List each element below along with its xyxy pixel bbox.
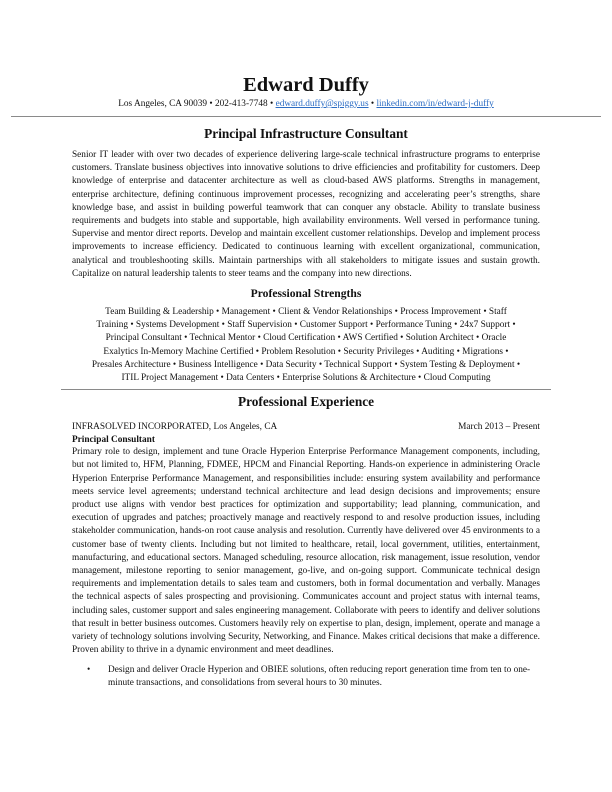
achievement-list [72, 664, 540, 690]
separator: • [368, 99, 377, 109]
strengths-heading: Professional Strengths [250, 287, 362, 301]
strengths-line: Exalytics In-Memory Machine Certified • Problem Resolution • Security Privileges • Auditing • Migrations • [103, 346, 509, 357]
strengths-line: ITIL Project Management • Data Centers • Enterprise Solutions & Architecture • Cloud Computing [121, 373, 491, 384]
job-header [72, 421, 540, 434]
job-title: Principal Consultant [72, 435, 155, 446]
job-entry [72, 421, 540, 689]
email-link[interactable]: edward.duffy@spiggy.us [275, 99, 369, 109]
achievement-item [72, 664, 540, 690]
job-description: Primary role to design, implement and tune Oracle Hyperion Enterprise Performance Management components, including, but not limited to, HFM, Planning, FDMEE, HPCM and Financial Reporting. Hands-on experience in administering Oracle Hyperion Enterprise Performance Management, and responsibilities include: ensuring system availability and performance meets service level agreements; understand technical architecture and lead design decisions and improvements; ensure product use aligns with vendor best practices for optimization and supportability; lead planning, communication, and execution of upgrades and patches; proactively manage and reactively respond to and resolve production issues, including stakeholder communication, hands-on root cause analysis and resolution. Currently have delivered over 45 environments to a customer base of twenty clients. Including but not limited to healthcare, retail, local government, utilities, entertainment, manufacturing, and educational sectors. Managed scheduling, resource allocation, risk management, issue resolution, vendor management, milestone reporting to senior management, go-live, and on-going support. Communicate technical design requirements and implementation details to sales team and customers, both in formal documentation and verbally. Manages the technical aspects of sales prospecting and provisioning. Communicates account and project status with internal teams, including sales, customer support and sales engineering management. Collaborate with peers to identify and deliver solutions that result in better business outcomes. Customers heavily rely on expertise to plan, design, implement, operate and manage a variety of technology solutions involving Security, Networking, and Finance. Makes critical decisions that make a difference. Proven ability to thrive in a dynamic environment and meet deadlines. [72, 447, 540, 656]
strengths-line: Principal Consultant • Technical Mentor • Cloud Certification • AWS Certified • Solution Architect • Oracle [105, 333, 507, 344]
linkedin-link[interactable]: linkedin.com/in/edward-j-duffy [376, 99, 494, 109]
bullet-icon: • [87, 664, 91, 675]
experience-heading: Professional Experience [237, 394, 375, 410]
professional-title: Principal Infrastructure Consultant [204, 126, 408, 141]
strengths-line: Team Building & Leadership • Management • Client & Vendor Relationships • Process Improvement • Staff [105, 307, 507, 318]
phone-text: 202-413-7748 [214, 99, 268, 109]
location-text: Los Angeles, CA 90039 [118, 99, 208, 109]
summary-paragraph: Senior IT leader with over two decades of experience delivering large-scale technical infrastructure programs to enterprise customers. Translate business objectives into innovative solutions to drive efficiencies and profitability for customers. Deep knowledge of enterprise and datacenter architecture as well as cloud-based AWS platforms. Strengths in management, enterprise architecture, defining continuous improvement processes, recognizing and accelerating peer’s strengths, share knowledge base, and assist in building powerful teamwork that can conquer any obstacle. Ability to translate business requirements and budgets into stable and supportable, high availability environments. Well versed in performance tuning. Supervise and mentor direct reports. Develop and maintain excellent customer relationships. Develop and implement process improvements to increase efficiency. Dedicated to continuous learning with excellent organizational, communication, analytical and troubleshooting skills. Maintain partnerships with all stakeholders to mitigate issues and sustain growth. Capitalize on natural leadership talents to steer teams and the company into new directions. [72, 150, 540, 279]
separator: • [267, 99, 276, 109]
achievement-text: Design and deliver Oracle Hyperion and OBIEE solutions, often reducing report generation time from ten to one-minute transactions, and consolidations from several hours to 30 minutes. [108, 664, 531, 688]
contact-line [72, 98, 540, 110]
header-divider [11, 116, 601, 117]
strengths-list [72, 306, 540, 385]
separator: • [207, 99, 215, 109]
section-divider [61, 389, 551, 390]
strengths-line: Training • Systems Development • Staff Supervision • Customer Support • Performance Tuning • 24x7 Support • [96, 320, 516, 331]
job-dates: March 2013 – Present [458, 422, 540, 433]
company-name: INFRASOLVED INCORPORATED, Los Angeles, CA [72, 422, 278, 433]
candidate-name: Edward Duffy [243, 74, 369, 96]
strengths-line: Presales Architecture • Business Intelligence • Data Security • Technical Support • System Testing & Deployment • [91, 359, 521, 370]
resume-page [72, 0, 540, 690]
